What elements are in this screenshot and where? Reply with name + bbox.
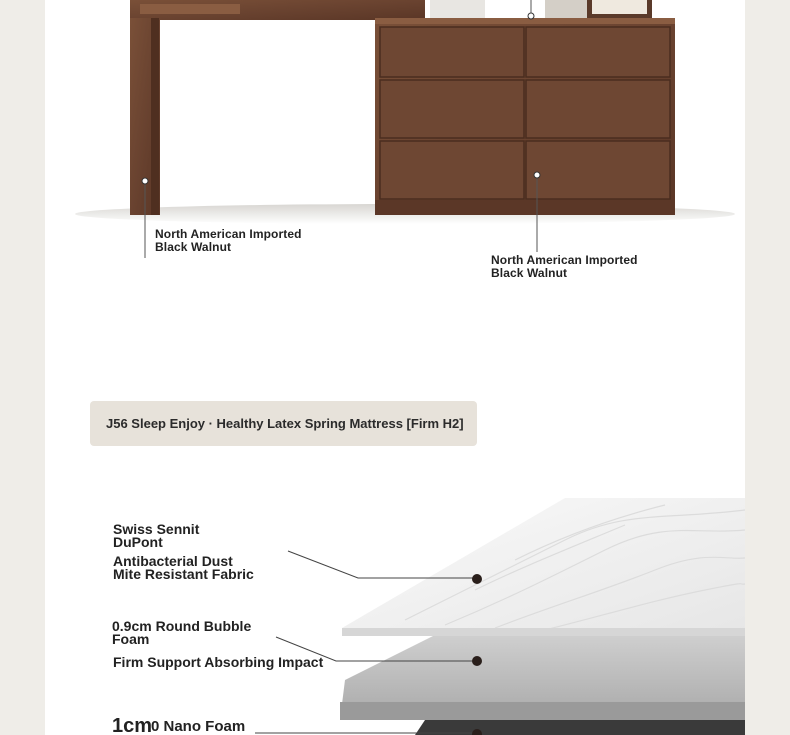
layer-title-line2: 0 Nano Foam <box>151 718 246 735</box>
walnut-desk-dresser-image <box>45 0 745 300</box>
layer-label-nano-foam <box>112 716 152 735</box>
layer-title-line2: DuPont <box>113 534 163 550</box>
callout-line2: Black Walnut <box>155 240 232 254</box>
layer-desc-line1: Antibacterial Dust <box>113 553 233 569</box>
product-title-banner <box>90 401 477 446</box>
layer-desc-line1: Firm Support Absorbing Impact <box>113 654 324 670</box>
callout-walnut-left <box>155 228 302 254</box>
layer-label-nano-foam-title <box>151 720 245 733</box>
mattress-layers-image <box>45 480 745 735</box>
layer-title-line1: Swiss Sennit <box>113 521 200 537</box>
product-title: J56 Sleep Enjoy · Healthy Latex Spring Mattress [Firm H2] <box>106 416 464 431</box>
product-detail-page <box>45 0 745 735</box>
callout-line1: North American Imported <box>491 253 638 267</box>
layer-title-line1: 1cm <box>112 715 153 735</box>
layer-label-fabric <box>113 523 254 581</box>
layer-label-bubble-foam <box>112 620 323 669</box>
callout-line2: Black Walnut <box>491 266 568 280</box>
layer-title-line1: 0.9cm Round Bubble <box>112 618 252 634</box>
layer-title-line2: Foam <box>112 631 150 647</box>
layer-desc-line2: Mite Resistant Fabric <box>113 566 254 582</box>
callout-walnut-right <box>491 254 638 280</box>
callout-line1: North American Imported <box>155 227 302 241</box>
